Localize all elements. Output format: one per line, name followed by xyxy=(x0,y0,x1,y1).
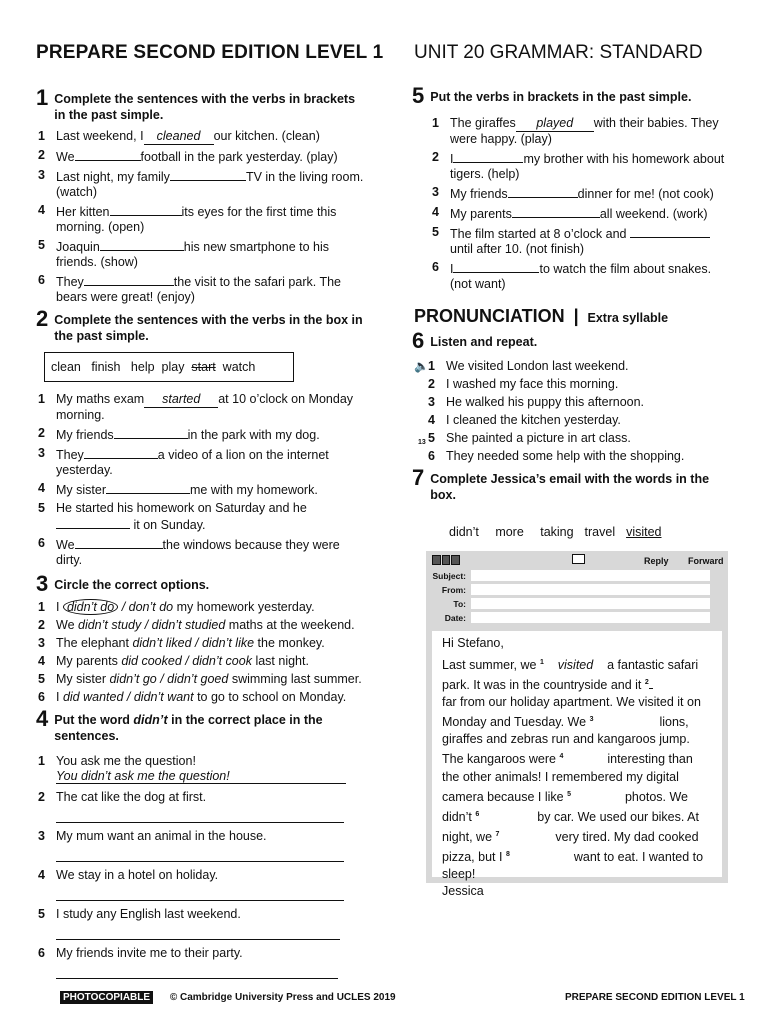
speaker-icon[interactable]: 🔈 xyxy=(414,359,429,373)
answer-blank[interactable] xyxy=(453,150,523,163)
answer-line[interactable] xyxy=(56,886,344,901)
list-item: 2 I washed my face this morning. xyxy=(428,377,619,391)
word-list: didn’t more taking travel visited xyxy=(449,525,662,539)
answer-blank[interactable] xyxy=(106,481,190,494)
list-item: 5 She painted a picture in art class. xyxy=(428,431,631,445)
answer-blank[interactable] xyxy=(114,426,188,439)
footer-left xyxy=(60,992,396,1003)
envelope-icon[interactable] xyxy=(572,554,585,564)
list-item: 🔈 1 We visited London last weekend. xyxy=(414,359,629,373)
exercise-2 xyxy=(36,306,368,568)
answer-blank[interactable] xyxy=(170,168,246,181)
list-item: 3 My friends dinner for me! (not cook) xyxy=(432,185,714,201)
list-item: 4 I cleaned the kitchen yesterday. xyxy=(428,413,621,427)
list-item: 4 My parents all weekend. (work) xyxy=(432,205,708,221)
list-item: 5 He started his homework on Saturday and he it on Sunday. xyxy=(38,501,307,532)
footer-right: PREPARE SECOND EDITION LEVEL 1 xyxy=(565,992,745,1003)
list-item: 2 The cat like the dog at first. xyxy=(38,790,207,804)
forward-button[interactable]: Forward xyxy=(688,556,724,566)
list-item: 5 Joaquin his new smartphone to his friends. (show) xyxy=(38,238,330,269)
option[interactable]: didn’t liked xyxy=(132,636,192,650)
exercise-instruction: Listen and repeat. xyxy=(430,335,538,349)
answer-blank[interactable] xyxy=(75,148,141,161)
list-item: 1 My maths exam started at 10 o’clock on Monday morning. xyxy=(38,392,354,422)
list-item: 1 Last weekend, I cleaned our kitchen. (clean) xyxy=(38,129,320,143)
option[interactable]: / didn’t cook xyxy=(181,654,252,668)
option[interactable]: did cooked xyxy=(121,654,182,668)
exercise-instruction: Complete Jessica’s email with the words in the box. xyxy=(430,472,710,502)
date-field: Date: xyxy=(426,611,728,625)
answer-blank[interactable]: started xyxy=(144,392,218,408)
copyright-text: © Cambridge University Press and UCLES 2019 xyxy=(169,992,396,1003)
answer-blank[interactable]: cleaned xyxy=(144,129,214,145)
answer-blank[interactable] xyxy=(100,238,184,251)
answer-blank[interactable] xyxy=(453,260,539,273)
list-item: 3 The elephant didn’t liked / didn’t like the monkey. xyxy=(38,636,325,650)
list-item: 5 The film started at 8 o’clock and until after 10. (not finish) xyxy=(432,225,734,257)
list-item: 2 We didn’t study / didn’t studied maths at the weekend. xyxy=(38,618,355,632)
email-answer[interactable]: visited xyxy=(557,658,594,673)
exercise-number: 3 xyxy=(36,571,49,596)
list-item: 6 They the visit to the safari park. The bears were great! (enjoy) xyxy=(38,273,342,304)
list-item: 5 My sister didn’t go / didn’t goed swimming last summer. xyxy=(38,672,362,686)
answer-line[interactable] xyxy=(56,925,340,940)
list-item: 6 I to watch the film about snakes. (not want) xyxy=(432,260,712,291)
option[interactable]: / didn’t goed xyxy=(156,672,229,686)
email-window xyxy=(426,551,728,899)
subject-input[interactable] xyxy=(471,570,710,581)
answer-blank[interactable] xyxy=(110,203,182,216)
exercise-instruction: Put the word didn’t in the correct place in the sentences. xyxy=(54,713,323,743)
audio-track-number: 13 xyxy=(418,439,426,446)
left-column xyxy=(36,85,368,985)
answer-blank[interactable]: played xyxy=(516,116,594,132)
exercise-instruction: Complete the sentences with the verbs in brackets in the past simple. xyxy=(54,92,356,122)
answer-blank[interactable] xyxy=(75,536,163,549)
window-controls-icon xyxy=(432,555,460,565)
list-item: 3 They a video of a lion on the internet yesterday. xyxy=(38,446,329,477)
list-item: 1 The giraffes played with their babies. They were happy. (play) xyxy=(432,116,719,146)
word-box: clean finish help play start watch xyxy=(44,352,294,382)
list-item: 4 We stay in a hotel on holiday. xyxy=(38,868,219,882)
answer-line[interactable] xyxy=(56,964,338,979)
from-field: From: xyxy=(426,583,728,597)
answer-blank[interactable] xyxy=(84,446,158,459)
list-item: 3 Last night, my family TV in the living room. (watch) xyxy=(38,168,364,199)
email-body: Hi Stefano, Last summer, we $^1$ visited a fantastic safari park. It was in the countryside and it $^2$ far from our holiday apartment. We visited it on Monday and Tuesday. We $^3$ lions, giraffes and zebras run and kangaroos jump. The kangaroos were $^4$ interesting than the other animals! I remembered my digital camera because I like $^5$ photos. We didn’t $^6$ by car. We used our bikes. At night, we $^7$ very tired. My dad cooked pizza, but I $^8$ want to eat. I wanted to sleep! Jessica xyxy=(432,631,722,877)
page-header-title: PREPARE SECOND EDITION LEVEL 1 xyxy=(36,42,384,63)
exercise-4 xyxy=(36,706,368,979)
list-item: 2 I my brother with his homework about tigers. (help) xyxy=(432,150,725,181)
exercise-3 xyxy=(36,571,368,705)
list-item: 4 My parents did cooked / didn’t cook last night. xyxy=(38,654,309,668)
option[interactable]: / didn’t studied xyxy=(141,618,226,632)
circled-option[interactable]: didn’t do xyxy=(63,599,118,615)
exercise-number: 4 xyxy=(36,706,49,731)
option[interactable]: didn’t go xyxy=(109,672,157,686)
list-item: 1 I didn’t do / don’t do my homework yesterday. xyxy=(38,600,315,614)
subject-field: Subject: xyxy=(426,569,728,583)
answer-line[interactable] xyxy=(56,847,344,862)
list-item: 6 I did wanted / didn’t want to go to school on Monday. xyxy=(38,690,347,704)
option[interactable]: did wanted xyxy=(62,690,124,704)
exercise-1 xyxy=(36,85,368,305)
answer-blank[interactable] xyxy=(56,516,130,529)
answer-blank[interactable] xyxy=(630,225,710,238)
exercise-5 xyxy=(412,83,734,292)
option[interactable]: / didn’t want xyxy=(123,690,194,704)
to-input[interactable] xyxy=(471,598,710,609)
exercise-number: 6 xyxy=(412,328,425,353)
exercise-number: 2 xyxy=(36,306,49,331)
list-item: 6 They needed some help with the shopping. xyxy=(428,449,685,463)
option[interactable]: didn’t study xyxy=(78,618,142,632)
list-item: 4 My sister me with my homework. xyxy=(38,481,318,497)
answer-blank[interactable] xyxy=(508,185,578,198)
from-input[interactable] xyxy=(471,584,710,595)
page-header-unit: UNIT 20 GRAMMAR: STANDARD xyxy=(414,42,703,63)
exercise-6 xyxy=(412,328,734,464)
email-toolbar xyxy=(426,551,728,569)
exercise-number: 1 xyxy=(36,85,49,110)
list-item: 3 He walked his puppy this afternoon. xyxy=(428,395,645,409)
exercise-7 xyxy=(412,465,734,539)
list-item: 2 My friends in the park with my dog. xyxy=(38,426,320,442)
list-item: 2 We football in the park yesterday. (play) xyxy=(38,148,338,164)
reply-button[interactable]: Reply xyxy=(644,556,669,566)
answer-line[interactable] xyxy=(56,808,344,823)
list-item: 5 I study any English last weekend. xyxy=(38,907,241,921)
answer-blank[interactable] xyxy=(512,205,600,218)
date-input[interactable] xyxy=(471,612,710,623)
answer-blank[interactable] xyxy=(84,273,174,286)
exercise-number: 5 xyxy=(412,83,425,108)
list-item: 1 You ask me the question! xyxy=(38,754,196,768)
to-field: To: xyxy=(426,597,728,611)
email-signature: Jessica xyxy=(442,884,484,899)
option[interactable]: / didn’t like xyxy=(191,636,255,650)
answer-line[interactable]: You didn’t ask me the question! xyxy=(56,769,346,784)
list-item: 3 My mum want an animal in the house. xyxy=(38,829,267,843)
photocopiable-badge: PHOTOCOPIABLE xyxy=(60,991,153,1004)
exercise-instruction: Put the verbs in brackets in the past simple. xyxy=(430,90,692,104)
list-item: 6 My friends invite me to their party. xyxy=(38,946,243,960)
list-item: 4 Her kitten its eyes for the first time this morning. (open) xyxy=(38,203,337,234)
option[interactable]: / don’t do xyxy=(118,600,174,614)
list-item: 6 We the windows because they were dirty. xyxy=(38,536,340,567)
exercise-number: 7 xyxy=(412,465,425,490)
exercise-instruction: Circle the correct options. xyxy=(54,578,210,592)
exercise-instruction: Complete the sentences with the verbs in the box in the past simple. xyxy=(54,313,363,343)
pronunciation-heading: PRONUNCIATION | Extra syllable xyxy=(414,306,669,326)
right-column xyxy=(412,83,734,539)
